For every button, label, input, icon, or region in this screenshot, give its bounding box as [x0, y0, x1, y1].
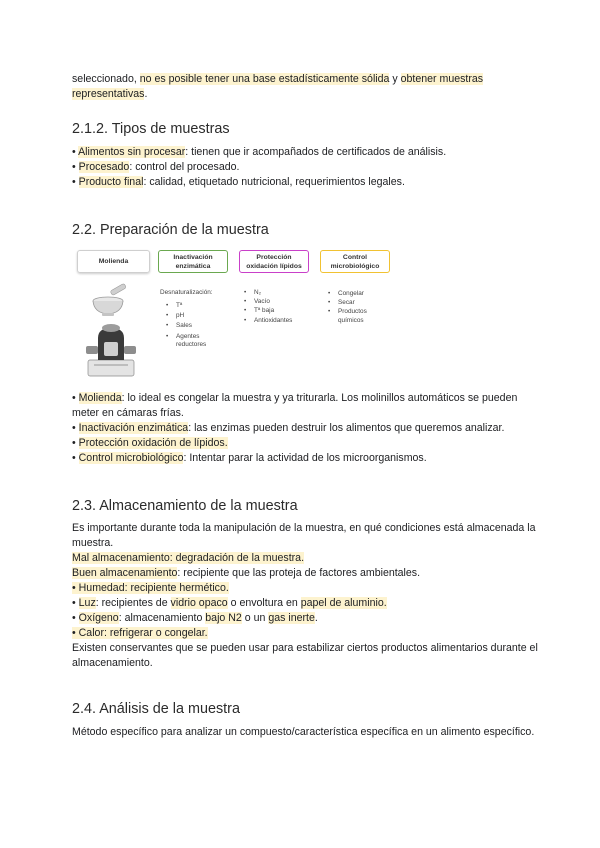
- list-item: • Secar: [326, 299, 396, 307]
- preparacion-bullet: • Molienda: lo ideal es congelar la muestra y ya triturarla. Los molinillos automáticos se pueden meter en cámaras frías.: [72, 392, 518, 419]
- intro-highlight: obtener muestras: [400, 73, 484, 85]
- list-item: • Antioxidantes: [242, 317, 312, 325]
- figure-box-proteccion: Protección oxidación lípidos: [239, 250, 309, 273]
- section-heading-tipos: 2.1.2. Tipos de muestras: [72, 121, 230, 137]
- figure-list-control: [326, 290, 396, 325]
- calor-bullet: • Calor: refrigerar o congelar.: [72, 627, 208, 639]
- list-item: • Vacío: [242, 298, 312, 306]
- preparacion-bullet: • Control microbiológico: Intentar parar la actividad de los microorganismos.: [72, 452, 427, 464]
- preparacion-bullet: • Inactivación enzimática: las enzimas pueden destruir los alimentos que queremos analizar.: [72, 422, 505, 434]
- term-highlight: Procesado: [78, 161, 130, 173]
- tipos-bullet: • Alimentos sin procesar: tienen que ir acompañados de certificados de análisis.: [72, 146, 447, 158]
- tipos-bullet: • Procesado: control del procesado.: [72, 161, 240, 173]
- mortar-pestle-icon: [88, 283, 134, 319]
- intro-text: y: [389, 73, 401, 85]
- term-highlight: Inactivación enzimática: [78, 422, 189, 434]
- intro-text: .: [144, 88, 148, 100]
- list-item: • Tª baja: [242, 307, 312, 315]
- intro-paragraph: [72, 72, 542, 102]
- figure-box-control: Control microbiológico: [320, 250, 390, 273]
- list-item: • pH: [164, 312, 234, 320]
- intro-highlight: no es posible tener una base estadísticamente sólida: [139, 73, 390, 85]
- list-item: • Productos químicos: [326, 308, 378, 324]
- figure-list-proteccion: [242, 289, 312, 325]
- intro-text: seleccionado,: [72, 73, 140, 85]
- preparacion-bullet: • Protección oxidación de lípidos.: [72, 437, 228, 449]
- intro-highlight: representativas: [72, 88, 145, 100]
- luz-bullet: • Luz: recipientes de vidrio opaco o envoltura en papel de aluminio.: [72, 597, 387, 609]
- list-item: • Tª: [164, 302, 234, 310]
- term-highlight: Molienda: [78, 392, 122, 404]
- tipos-bullet: • Producto final: calidad, etiquetado nutricional, requerimientos legales.: [72, 176, 405, 188]
- list-item: • N₂: [242, 289, 312, 297]
- figure-desnaturalizacion-heading: Desnaturalización:: [160, 289, 213, 296]
- figure-list-inactivacion: [164, 302, 234, 349]
- figure-box-inactivacion: Inactivación enzimática: [158, 250, 228, 273]
- section-heading-analisis: 2.4. Análisis de la muestra: [72, 701, 240, 717]
- analisis-paragraph: Método específico para analizar un compuesto/característica específica en un alimento específico.: [72, 726, 535, 738]
- list-item: • Agentes reductores: [164, 333, 221, 349]
- term-highlight: Control microbiológico: [78, 452, 184, 464]
- figure-box-molienda: Molienda: [77, 250, 150, 273]
- term-highlight: Producto final: [78, 176, 144, 188]
- automatic-mill-icon: [84, 322, 138, 378]
- list-item: • Sales: [164, 322, 234, 330]
- term-highlight: Alimentos sin procesar: [78, 146, 186, 158]
- humedad-bullet: • Humedad: recipiente hermético.: [72, 582, 229, 594]
- section-heading-preparacion: 2.2. Preparación de la muestra: [72, 222, 269, 238]
- section-heading-almacenamiento: 2.3. Almacenamiento de la muestra: [72, 498, 298, 514]
- list-item: • Congelar: [326, 290, 396, 298]
- mal-almacenamiento: Mal almacenamiento: degradación de la muestra.: [72, 552, 305, 564]
- oxigeno-bullet: • Oxígeno: almacenamiento bajo N2 o un gas inerte.: [72, 612, 318, 624]
- almacenamiento-intro: Es importante durante toda la manipulación de la muestra, en qué condiciones está almacenada la muestra.: [72, 522, 536, 549]
- term-highlight: Protección oxidación de lípidos.: [78, 437, 228, 449]
- buen-almacenamiento: Buen almacenamiento: recipiente que las proteja de factores ambientales.: [72, 567, 421, 579]
- conservantes-paragraph: Existen conservantes que se pueden usar para estabilizar ciertos productos alimentarios durante el almacenamiento.: [72, 642, 538, 669]
